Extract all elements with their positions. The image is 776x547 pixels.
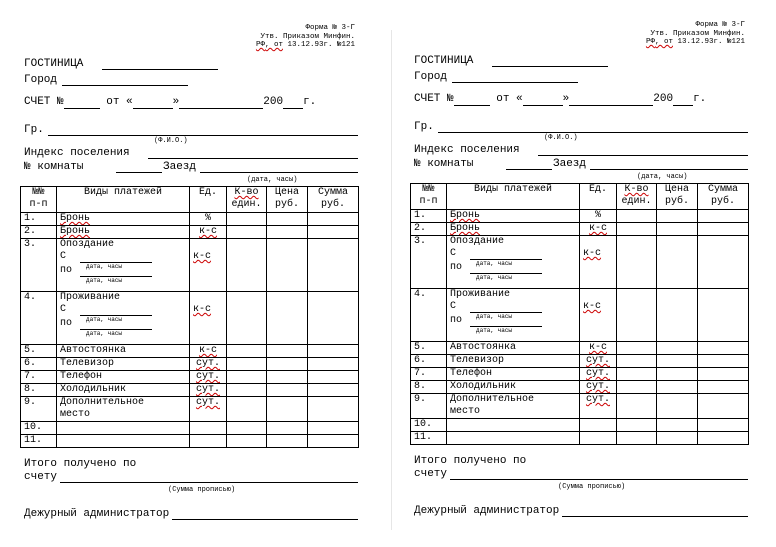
city-field[interactable]: [452, 82, 578, 83]
header-unit: Ед.: [580, 184, 617, 210]
table-row: [21, 239, 359, 292]
unit-cell: [190, 435, 227, 448]
price-cell[interactable]: [657, 236, 698, 289]
invoice-day-field[interactable]: [133, 96, 173, 109]
price-cell[interactable]: [657, 289, 698, 342]
page-divider: [391, 30, 392, 530]
payment-type-cell: [447, 419, 580, 432]
admin-signature-field[interactable]: [172, 519, 358, 520]
table-row: [411, 236, 749, 289]
price-cell[interactable]: [267, 292, 308, 345]
admin-label: Дежурный администратор: [414, 505, 560, 517]
total-label-line2: счету: [24, 471, 58, 483]
payment-type-cell: Проживание С дата, часы по дата, часы: [447, 289, 580, 342]
price-cell[interactable]: [657, 419, 698, 432]
fio-caption: (Ф.И.О.): [544, 134, 578, 142]
price-cell[interactable]: [267, 435, 308, 448]
sum-cell[interactable]: [308, 384, 359, 397]
payment-type-cell: Опоздание С дата, часы по дата, часы: [57, 239, 190, 292]
settlement-index-field[interactable]: [538, 155, 748, 156]
row-number-cell: 9.: [21, 397, 57, 422]
payment-type-cell: Бронь: [447, 210, 580, 223]
row-number-cell: 1.: [411, 210, 447, 223]
table-row: [21, 371, 359, 384]
total-label-line1: Итого получено по: [414, 455, 527, 467]
sum-cell[interactable]: [698, 419, 749, 432]
invoice-form-right: [410, 0, 750, 544]
payment-type-cell: Проживание С дата, часы по дата, часы: [57, 292, 190, 345]
invoice-line: СЧЕТ № от « » 200 г.: [414, 93, 707, 105]
sum-cell[interactable]: [308, 371, 359, 384]
header-quantity: К-во един.: [617, 184, 657, 210]
total-field[interactable]: [450, 479, 748, 480]
payment-type-cell: Дополнительное место: [57, 397, 190, 422]
sum-cell[interactable]: [308, 422, 359, 435]
header-num: №№ п-п: [411, 184, 447, 210]
fio-caption: (Ф.И.О.): [154, 137, 188, 145]
price-cell[interactable]: [657, 394, 698, 419]
unit-cell: сут.: [580, 381, 617, 394]
quantity-cell[interactable]: [227, 422, 267, 435]
sum-cell[interactable]: [698, 289, 749, 342]
city-field[interactable]: [62, 85, 188, 86]
total-label-line2: счету: [414, 468, 448, 480]
sum-cell[interactable]: [308, 358, 359, 371]
unit-cell: сут.: [580, 394, 617, 419]
quantity-cell[interactable]: [227, 371, 267, 384]
quantity-cell[interactable]: [227, 213, 267, 226]
table-row: [411, 394, 749, 419]
unit-cell: [580, 419, 617, 432]
quantity-cell[interactable]: [617, 355, 657, 368]
city-label: Город: [24, 74, 58, 86]
price-cell[interactable]: [267, 422, 308, 435]
total-field[interactable]: [60, 482, 358, 483]
table-row: [21, 384, 359, 397]
table-row: [411, 432, 749, 445]
header-quantity: К-во един.: [227, 187, 267, 213]
sum-cell[interactable]: [698, 394, 749, 419]
unit-cell: к-с: [580, 289, 617, 342]
settlement-index-label: Индекс поселения: [414, 144, 520, 156]
payment-type-cell: Автостоянка: [57, 345, 190, 358]
price-cell[interactable]: [657, 368, 698, 381]
header-price: Цена руб.: [657, 184, 698, 210]
guest-field[interactable]: [438, 132, 748, 133]
total-label-line1: Итого получено по: [24, 458, 137, 470]
period-subfield: С дата, часы: [60, 304, 186, 318]
payments-table: [20, 186, 359, 448]
price-cell[interactable]: [657, 432, 698, 445]
quantity-cell[interactable]: [617, 368, 657, 381]
sum-cell[interactable]: [698, 432, 749, 445]
period-subfield: С дата, часы: [450, 248, 576, 262]
price-cell[interactable]: [267, 239, 308, 292]
row-number-cell: 4.: [411, 289, 447, 342]
row-number-cell: 9.: [411, 394, 447, 419]
quantity-cell[interactable]: [227, 239, 267, 292]
price-cell[interactable]: [267, 371, 308, 384]
table-row: [411, 210, 749, 223]
table-row: [411, 223, 749, 236]
approval-line: Утв. Приказом Минфин.: [650, 29, 745, 38]
sum-cell[interactable]: [308, 397, 359, 422]
quantity-cell[interactable]: [227, 397, 267, 422]
unit-cell: [190, 422, 227, 435]
approval-date-line: РФ, от 13.12.93г. №121: [255, 41, 355, 49]
sum-cell[interactable]: [698, 368, 749, 381]
sum-cell[interactable]: [698, 210, 749, 223]
period-subfield: по дата, часы: [450, 262, 576, 276]
checkin-label: Заезд: [553, 158, 587, 170]
quantity-cell[interactable]: [227, 358, 267, 371]
price-cell[interactable]: [267, 345, 308, 358]
unit-cell: сут.: [190, 397, 227, 422]
table-row: [21, 422, 359, 435]
quantity-cell[interactable]: [227, 292, 267, 345]
price-cell[interactable]: [267, 397, 308, 422]
city-label: Город: [414, 71, 448, 83]
unit-cell: к-с: [580, 236, 617, 289]
unit-cell: к-с: [190, 226, 227, 239]
price-cell[interactable]: [657, 210, 698, 223]
period-subfield: по дата, часы: [450, 315, 576, 329]
sum-cell[interactable]: [308, 345, 359, 358]
row-number-cell: 3.: [411, 236, 447, 289]
payment-type-cell: Холодильник: [447, 381, 580, 394]
sum-cell[interactable]: [698, 223, 749, 236]
row-number-cell: 11.: [411, 432, 447, 445]
table-header-row: [411, 184, 749, 210]
price-cell[interactable]: [657, 223, 698, 236]
admin-label: Дежурный администратор: [24, 508, 170, 520]
row-number-cell: 6.: [411, 355, 447, 368]
payment-type-cell: Телефон: [57, 371, 190, 384]
form-number: Форма № 3-Г: [305, 24, 355, 32]
row-number-cell: 5.: [21, 345, 57, 358]
payment-type-cell: Телефон: [447, 368, 580, 381]
unit-cell: сут.: [580, 355, 617, 368]
payment-type-cell: Опоздание С дата, часы по дата, часы: [447, 236, 580, 289]
payment-type-cell: Телевизор: [57, 358, 190, 371]
row-number-cell: 2.: [21, 226, 57, 239]
unit-cell: [580, 432, 617, 445]
row-number-cell: 1.: [21, 213, 57, 226]
row-number-cell: 8.: [411, 381, 447, 394]
unit-cell: %: [580, 210, 617, 223]
row-number-cell: 4.: [21, 292, 57, 345]
price-cell[interactable]: [267, 226, 308, 239]
sum-in-words-caption: (Сумма прописью): [168, 486, 236, 494]
header-payment-type: Виды платежей: [57, 187, 190, 213]
sum-cell[interactable]: [698, 236, 749, 289]
guest-label: Гр.: [24, 124, 44, 136]
sum-cell[interactable]: [308, 213, 359, 226]
approval-date-line: РФ, от 13.12.93г. №121: [645, 38, 745, 46]
period-subfield: С дата, часы: [60, 251, 186, 265]
table-row: [411, 355, 749, 368]
unit-cell: сут.: [580, 368, 617, 381]
invoice-number-field[interactable]: [64, 96, 100, 109]
payment-type-cell: [447, 432, 580, 445]
payment-type-cell: Автостоянка: [447, 342, 580, 355]
room-label: № комнаты: [24, 161, 84, 173]
table-row: [21, 213, 359, 226]
price-cell[interactable]: [267, 213, 308, 226]
invoice-label: СЧЕТ №: [414, 93, 454, 105]
table-row: [21, 345, 359, 358]
hotel-field[interactable]: [492, 66, 608, 67]
date-time-caption: (дата, часы): [247, 176, 298, 184]
header-num: №№ п-п: [21, 187, 57, 213]
checkin-field[interactable]: [200, 172, 358, 173]
row-number-cell: 6.: [21, 358, 57, 371]
price-cell[interactable]: [267, 358, 308, 371]
quantity-cell[interactable]: [617, 342, 657, 355]
invoice-year-field[interactable]: [283, 96, 303, 109]
invoice-month-field[interactable]: [569, 93, 653, 106]
unit-cell: к-с: [190, 292, 227, 345]
quantity-cell[interactable]: [617, 381, 657, 394]
table-row: [21, 292, 359, 345]
header-price: Цена руб.: [267, 187, 308, 213]
header-sum: Сумма руб.: [698, 184, 749, 210]
payment-type-cell: Бронь: [447, 223, 580, 236]
invoice-day-field[interactable]: [523, 93, 563, 106]
quantity-cell[interactable]: [227, 384, 267, 397]
hotel-label: ГОСТИНИЦА: [414, 55, 474, 67]
room-field[interactable]: [116, 172, 162, 173]
sum-cell[interactable]: [308, 226, 359, 239]
payment-type-cell: [57, 435, 190, 448]
quantity-cell[interactable]: [617, 432, 657, 445]
row-number-cell: 2.: [411, 223, 447, 236]
table-row: [411, 381, 749, 394]
sum-cell[interactable]: [698, 355, 749, 368]
price-cell[interactable]: [267, 384, 308, 397]
row-number-cell: 10.: [21, 422, 57, 435]
form-header: [646, 21, 745, 47]
settlement-index-label: Индекс поселения: [24, 147, 130, 159]
payment-type-cell: Дополнительное место: [447, 394, 580, 419]
invoice-line: СЧЕТ № от « » 200 г.: [24, 96, 317, 108]
payments-table: [410, 183, 749, 445]
payment-type-cell: Бронь: [57, 213, 190, 226]
hotel-label: ГОСТИНИЦА: [24, 58, 84, 70]
quantity-cell[interactable]: [227, 345, 267, 358]
row-number-cell: 7.: [21, 371, 57, 384]
hotel-field[interactable]: [102, 69, 218, 70]
admin-signature-field[interactable]: [562, 516, 748, 517]
quantity-cell[interactable]: [227, 435, 267, 448]
unit-cell: %: [190, 213, 227, 226]
date-time-caption: (дата, часы): [637, 173, 688, 181]
form-number: Форма № 3-Г: [695, 21, 745, 29]
sum-cell[interactable]: [308, 292, 359, 345]
period-subfield: по дата, часы: [60, 318, 186, 332]
price-cell[interactable]: [657, 355, 698, 368]
table-row: [411, 289, 749, 342]
row-number-cell: 7.: [411, 368, 447, 381]
table-row: [411, 419, 749, 432]
approval-line: Утв. Приказом Минфин.: [260, 32, 355, 41]
table-row: [411, 342, 749, 355]
payment-type-cell: Телевизор: [447, 355, 580, 368]
unit-cell: сут.: [190, 384, 227, 397]
settlement-index-field[interactable]: [148, 158, 358, 159]
unit-cell: к-с: [190, 345, 227, 358]
payment-type-cell: [57, 422, 190, 435]
checkin-label: Заезд: [163, 161, 197, 173]
row-number-cell: 3.: [21, 239, 57, 292]
room-field[interactable]: [506, 169, 552, 170]
form-header: [256, 24, 355, 50]
sum-in-words-caption: (Сумма прописью): [558, 483, 626, 491]
invoice-label: СЧЕТ №: [24, 96, 64, 108]
header-payment-type: Виды платежей: [447, 184, 580, 210]
invoice-form-left: [20, 0, 360, 547]
invoice-month-field[interactable]: [179, 96, 263, 109]
period-subfield: С дата, часы: [450, 301, 576, 315]
row-number-cell: 5.: [411, 342, 447, 355]
price-cell[interactable]: [657, 342, 698, 355]
guest-label: Гр.: [414, 121, 434, 133]
period-subfield: по дата, часы: [60, 265, 186, 279]
quantity-cell[interactable]: [617, 236, 657, 289]
row-number-cell: 10.: [411, 419, 447, 432]
table-row: [21, 226, 359, 239]
unit-cell: к-с: [580, 342, 617, 355]
quantity-cell[interactable]: [227, 226, 267, 239]
unit-cell: к-с: [580, 223, 617, 236]
quantity-cell[interactable]: [617, 419, 657, 432]
quantity-cell[interactable]: [617, 210, 657, 223]
price-cell[interactable]: [657, 381, 698, 394]
invoice-year-field[interactable]: [673, 93, 693, 106]
table-row: [21, 435, 359, 448]
checkin-field[interactable]: [590, 169, 748, 170]
header-sum: Сумма руб.: [308, 187, 359, 213]
quantity-cell[interactable]: [617, 223, 657, 236]
row-number-cell: 11.: [21, 435, 57, 448]
invoice-number-field[interactable]: [454, 93, 490, 106]
sum-cell[interactable]: [698, 381, 749, 394]
unit-cell: сут.: [190, 358, 227, 371]
quantity-cell[interactable]: [617, 394, 657, 419]
guest-field[interactable]: [48, 135, 358, 136]
table-header-row: [21, 187, 359, 213]
payment-type-cell: Холодильник: [57, 384, 190, 397]
unit-cell: сут.: [190, 371, 227, 384]
table-row: [21, 397, 359, 422]
payment-type-cell: Бронь: [57, 226, 190, 239]
sum-cell[interactable]: [698, 342, 749, 355]
header-unit: Ед.: [190, 187, 227, 213]
room-label: № комнаты: [414, 158, 474, 170]
unit-cell: к-с: [190, 239, 227, 292]
sum-cell[interactable]: [308, 239, 359, 292]
quantity-cell[interactable]: [617, 289, 657, 342]
sum-cell[interactable]: [308, 435, 359, 448]
table-row: [21, 358, 359, 371]
row-number-cell: 8.: [21, 384, 57, 397]
table-row: [411, 368, 749, 381]
